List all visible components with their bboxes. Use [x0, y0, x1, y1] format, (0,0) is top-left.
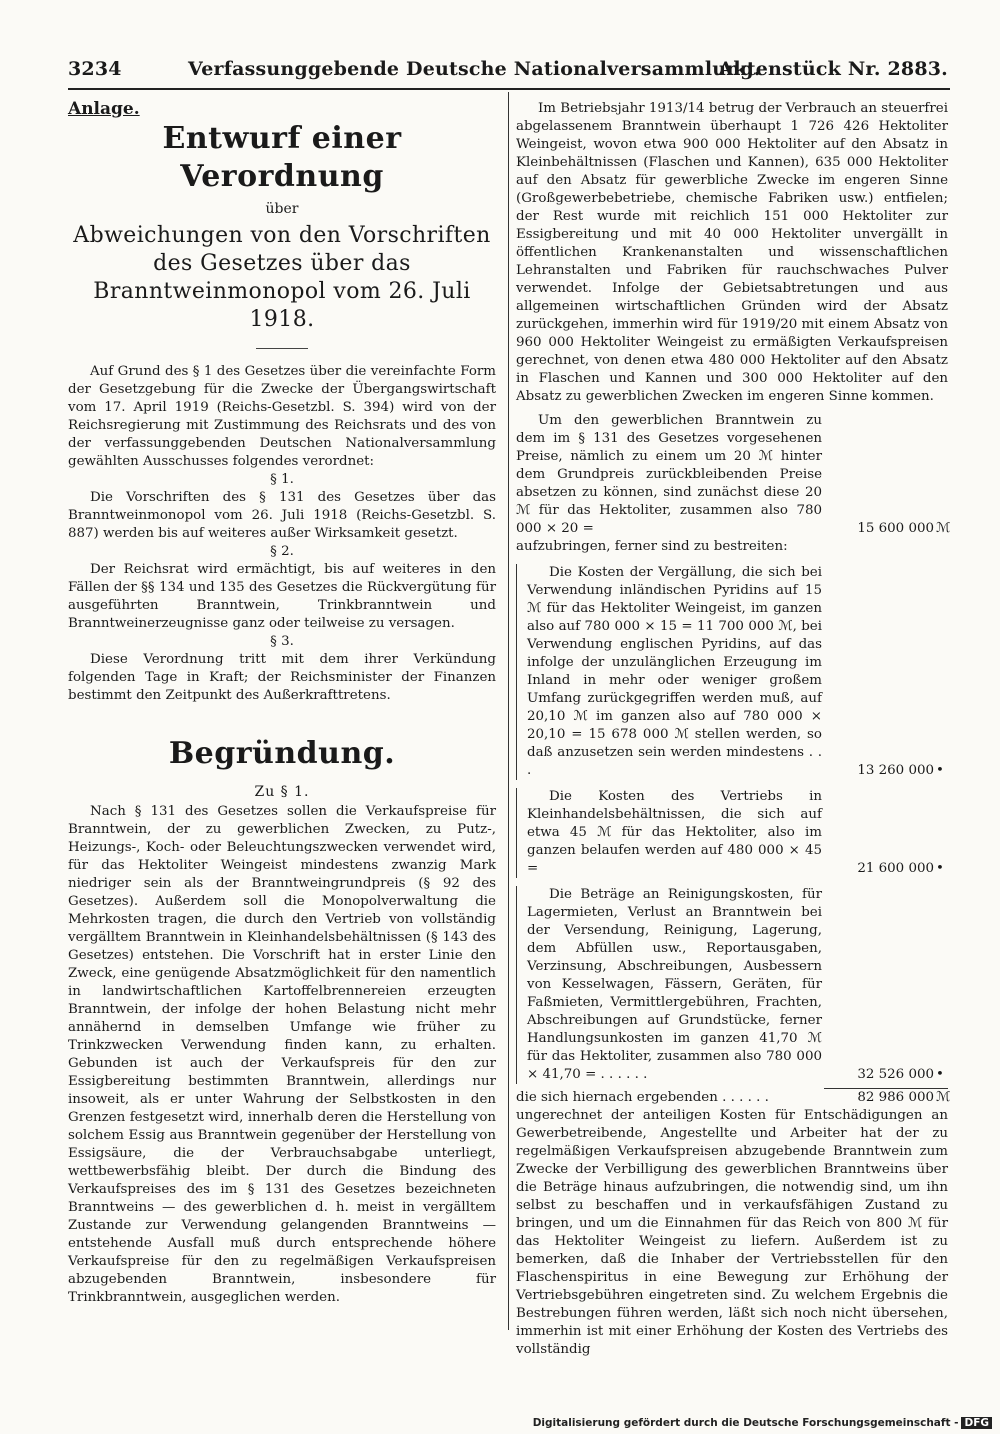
cost-calculation	[516, 412, 951, 1107]
denaturing-ditto-mark: •	[936, 763, 944, 778]
section-3-heading: § 3.	[270, 634, 294, 649]
justification-text: Nach § 131 des Gesetzes sollen die Verkaufspreise für Branntwein, der zu gewerblichen Zwecken, zu Putz-, Heizungs-, Koch- oder Beleuchtungszwecken verwendet wird, für das Hektoliter Weingeist mindestens zwanzig Mark niedriger sein als der Branntweingrundpreis (§ 92 des Gesetzes). Außerdem soll die Monopolverwaltung die Mehrkosten tragen, die durch den Vertrieb von vollständig vergälltem Branntwein in Kleinhandelsbehältnissen (§ 143 des Gesetzes) entstehen. Die Vorschrift hat in erster Linie den Zweck, eine genügende Absatzmöglichkeit für den namentlich in landwirtschaftlichen Kartoffelbrennereien erzeugten Branntwein, der infolge der hohen Belastung nicht mehr annähernd in demselben Umfange wie früher zu Trinkzwecken Verwendung finden kann, zu erhalten. Gebunden ist auch der Verkaufspreis für den zur Essigbereitung bestimmten Branntwein, allerdings nur insoweit, als er unter Wahrung der Selbstkosten in den Grenzen festgesetzt wird, innerhalb deren die Herstellung von solchem Essig aus Branntwein gegenüber der Herstellung von Essigsäure, die der Verbrauchsabgabe unterliegt, wettbewerbsfähig bleibt. Der durch die Bindung des Verkaufspreises des im § 131 des Gesetzes bezeichneten Branntweins — des gewerblichen d. h. meist in vergälltem Zustande zur Verwendung gelangenden Branntweins — entstehende Ausfall muß durch entsprechende höhere Verkaufspreise für den zu regelmäßigen Verkaufspreisen abzugebenden Branntwein, insbesondere für Trinkbranntwein, ausgeglichen werden.	[68, 804, 496, 1305]
header-rule	[68, 88, 950, 90]
denaturing-cost-row	[516, 564, 948, 780]
distribution-cost-amount: 21 600 000	[857, 861, 934, 876]
denaturing-cost-text: Die Kosten der Vergällung, die sich bei Verwendung inländischen Pyridins auf 15 ℳ für das Hektoliter Weingeist, im ganzen also auf 780 000 × 15 = 11 700 000 ℳ, bei Verwendung englischen Pyridins, auf das infolge der unzulänglichen Erzeugung im Inland in mehr oder weniger großem Umfang zurückgegriffen werden muß, auf 20,10 ℳ im ganzen also auf 780 000 × 20,10 = 15 678 000 ℳ stellen werden, so daß anzusetzen sein werden mindestens . . .	[527, 565, 822, 778]
separator-rule	[256, 348, 308, 349]
base-cost-text: Um den gewerblichen Branntwein zu dem im § 131 des Gesetzes vorgesehenen Preise, nämlich zu einem um 20 ℳ hinter dem Grundpreis zurückbleibenden Preise absetzen zu können, sind zunächst diese 20 ℳ für das Hektoliter, zusammen also 780 000 × 20 =	[516, 413, 822, 536]
right-column	[516, 100, 951, 1359]
base-cost-amount: 15 600 000	[857, 521, 934, 536]
document-reference: Aktenstück Nr. 2883.	[718, 58, 948, 80]
section-2-heading: § 2.	[270, 544, 294, 559]
denaturing-cost-block	[516, 564, 822, 780]
handling-cost-row	[516, 886, 948, 1084]
column-divider	[508, 92, 509, 1330]
credit-text: Digitalisierung gefördert durch die Deutsche Forschungsgemeinschaft -	[532, 1417, 959, 1429]
justification-subheading: Zu § 1.	[254, 784, 310, 800]
annex-label: Anlage.	[68, 99, 140, 119]
total-label: die sich hiernach ergebenden . . . . . .	[516, 1090, 769, 1105]
preamble: Auf Grund des § 1 des Gesetzes über die vereinfachte Form der Gesetzgebung für die Zwecke der Übergangswirtschaft vom 17. April 1919 (Reichs-Gesetzbl. S. 394) wird von der Reichsregierung mit Zustimmung des Reichsrats und des von der verfassunggebenden Deutschen Nationalversammlung gewählten Ausschusses folgendes verordnet:	[68, 364, 496, 469]
consumption-paragraph: Im Betriebsjahr 1913/14 betrug der Verbrauch an steuerfrei abgelassenem Branntwein überhaupt 1 726 426 Hektoliter Weingeist, wovon etwa 900 000 Hektoliter auf den Absatz in Kleinbehältnissen (Flaschen und Kannen), 635 000 Hektoliter auf den Absatz für gewerbliche Zwecke im engeren Sinne (Großgewerbebetriebe, chemische Fabriken usw.) entfielen; der Rest wurde mit reichlich 151 000 Hektoliter zur Essigbereitung und mit 40 000 Hektoliter unvergällt in öffentlichen Krankenanstalten und wissenschaftlichen Lehranstalten und Fabriken für rauchschwaches Pulver verwendet. Infolge der Gebietsabtretungen und aus allgemeinen wirtschaftlichen Gründen wird der Absatz zurückgehen, immerhin wird für 1919/20 mit einem Absatz von 960 000 Hektoliter Weingeist zu ermäßigten Verkaufspreisen gerechnet, von denen etwa 480 000 Hektoliter auf den Absatz in Flaschen und Kannen und 300 000 Hektoliter auf den Absatz zu gewerblichen Zwecken im engeren Sinne kommen.	[516, 101, 948, 404]
total-row	[516, 1089, 951, 1107]
handling-cost-block	[516, 886, 822, 1084]
header-title: Verfassunggebende Deutsche Nationalversammlung.	[188, 58, 761, 80]
page-number: 3234	[68, 58, 122, 80]
distribution-ditto-mark: •	[936, 861, 944, 876]
justification-title: Begründung.	[168, 736, 396, 771]
running-header	[68, 54, 948, 84]
denaturing-cost-amount: 13 260 000	[857, 763, 934, 778]
title-connector: über	[265, 201, 299, 217]
handling-cost-text: Die Beträge an Reinigungskosten, für Lagermieten, Verlust an Branntwein bei der Versendung, Reinigung, Lagerung, dem Abfüllen usw., Reportausgaben, Verzinsung, Abschreibungen, Ausbessern von Kesselwagen, Fässern, Geräten, für Faßmieten, Vermittlergebühren, Frachten, Abschreibungen auf Grundstücke, ferner Handlungsunkosten im ganzen 41,70 ℳ für das Hektoliter, zusammen also 780 000 × 41,70 = . . . . . .	[527, 887, 822, 1082]
distribution-cost-text: Die Kosten des Vertriebs in Kleinhandelsbehältnissen, die sich auf etwa 45 ℳ für das Hektoliter, also im ganzen belaufen werden auf 480 000 × 45 =	[527, 789, 822, 876]
handling-ditto-mark: •	[936, 1067, 944, 1082]
total-amount: 82 986 000	[857, 1090, 934, 1105]
draft-title: Entwurf einer Verordnung	[162, 121, 402, 194]
closing-paragraph: ungerechnet der anteiligen Kosten für Entschädigungen an Gewerbetreibende, Angestellte und Arbeiter hat der zu regelmäßigen Verkaufspreisen abzugebende Branntwein zum Zwecke der Verbilligung des gewerblichen Branntweins über die Beträge hinaus aufzubringen, die notwendig sind, um ihn selbst zu beschaffen und in verkaufsfähigen Zustand zu bringen, und um die Einnahmen für das Reich von 800 ℳ für das Hektoliter Weingeist zu liefern. Außerdem ist zu bemerken, daß die Inhaber der Vertriebsstellen für den Flaschenspiritus in eine Bewegung zur Erhöhung der Vertriebsgebühren eingetreten sind. Zu welchem Ergebnis die Bestrebungen führen werden, läßt sich noch nicht übersehen, immerhin ist mit einer Erhöhung der Kosten des Vertriebs des vollständig	[516, 1108, 948, 1357]
total-unit: ℳ	[936, 1090, 951, 1105]
section-1-heading: § 1.	[270, 472, 294, 487]
distribution-cost-row	[516, 788, 948, 878]
section-3-text: Diese Verordnung tritt mit dem ihrer Verkündung folgenden Tage in Kraft; der Reichsminister der Finanzen bestimmt den Zeitpunkt des Außerkrafttretens.	[68, 652, 496, 703]
base-cost-continuation: aufzubringen, ferner sind zu bestreiten:	[516, 539, 788, 554]
draft-subtitle: Abweichungen von den Vorschriften des Gesetzes über das Branntweinmonopol vom 26. Juli 1918.	[73, 223, 491, 332]
base-cost-row	[516, 412, 951, 538]
section-2-text: Der Reichsrat wird ermächtigt, bis auf weiteres in den Fällen der §§ 134 und 135 des Gesetzes die Rückvergütung für ausgeführten Branntwein, Trinkbranntwein und Branntweinerzeugnisse ganz oder teilweise zu versagen.	[68, 562, 496, 631]
handling-cost-amount: 32 526 000	[857, 1067, 934, 1082]
section-1-text: Die Vorschriften des § 131 des Gesetzes über das Branntweinmonopol vom 26. Juli 1918 (Reichs-Gesetzbl. S. 887) werden bis auf weiteres außer Wirksamkeit gesetzt.	[68, 490, 496, 541]
base-cost-unit: ℳ	[936, 521, 951, 536]
distribution-cost-block	[516, 788, 822, 878]
left-column	[68, 100, 496, 1307]
dfg-logo: DFG	[961, 1417, 992, 1429]
digitization-credit	[533, 1417, 992, 1429]
